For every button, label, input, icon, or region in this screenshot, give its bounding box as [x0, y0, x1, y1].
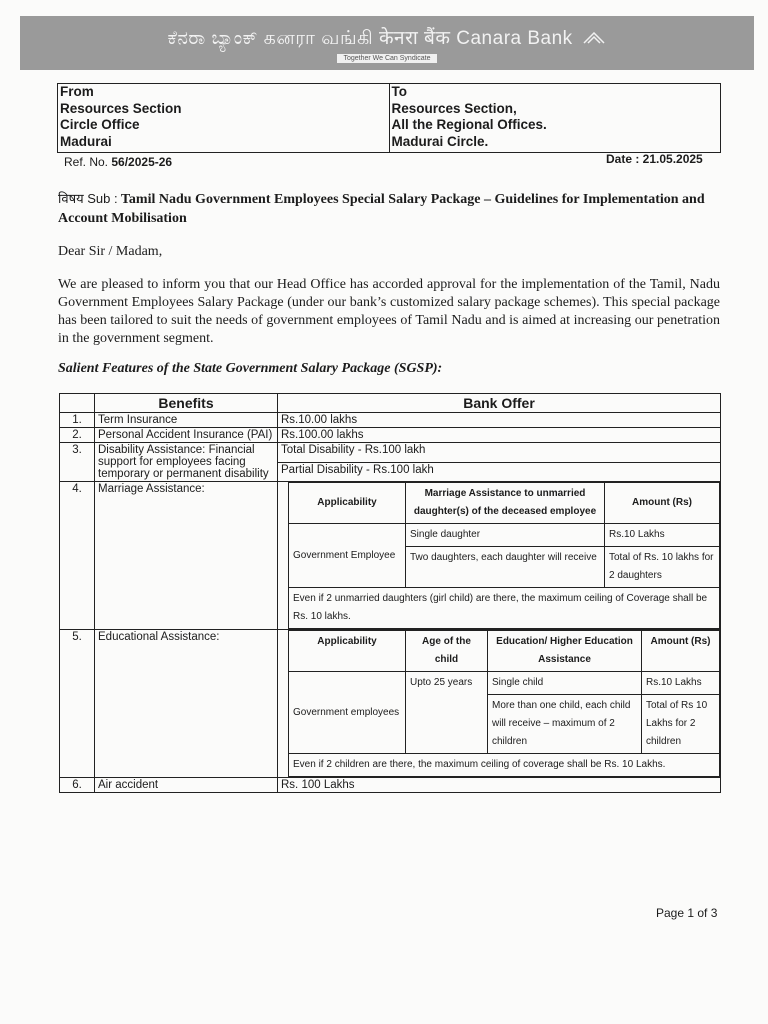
from-line: From [60, 84, 94, 99]
education-cell: Single child [488, 672, 642, 695]
bank-name-text: ಕೆನರಾ ಬ್ಯಾಂಕ್ கனரா வங்கி केनरा बैंक Canara Bank [167, 27, 573, 49]
inner-header-amount: Amount (Rs) [605, 483, 720, 524]
offer-cell: Rs.10.00 lakhs [278, 413, 721, 428]
bank-tagline: Together We Can Syndicate [337, 54, 436, 63]
inner-row [289, 754, 720, 777]
reference-number [64, 155, 172, 169]
address-block [57, 83, 721, 153]
row-number: 2. [60, 428, 95, 443]
note-cell: Even if 2 children are there, the maximum ceiling of coverage shall be Rs. 10 Lakhs. [289, 754, 720, 777]
educational-assistance-table [288, 630, 720, 777]
benefit-cell: Educational Assistance: [95, 630, 278, 778]
inner-header-amount: Amount (Rs) [642, 631, 720, 672]
benefit-cell: Marriage Assistance: [95, 482, 278, 630]
inner-header-row [289, 483, 720, 524]
page-number: Page 1 of 3 [656, 906, 718, 920]
header-num-cell [60, 394, 95, 413]
intro-paragraph: We are pleased to inform you that our Head Office has accorded approval for the implementation of the Tamil, Nadu Government Employees Salary Package (under our bank’s customized salary package schemes). This special package has been tailored to suit the needs of government employees of Tamil Nadu and is aimed at increasing our penetration in the government segment. [58, 277, 720, 346]
row-number: 4. [60, 482, 95, 630]
to-address [389, 84, 721, 152]
inner-header-row [289, 631, 720, 672]
applicability-cell: Government employees [289, 672, 406, 754]
inner-row [289, 588, 720, 629]
canara-logo-icon [582, 32, 606, 44]
applicability-cell: Government Employee [289, 524, 406, 588]
amount-cell: Total of Rs 10 Lakhs for 2 children [642, 695, 720, 754]
offer-cell [278, 630, 721, 778]
from-address [58, 84, 389, 152]
offer-cell: Rs. 100 Lakhs [278, 778, 721, 793]
description-cell: Two daughters, each daughter will receive [406, 547, 605, 588]
benefit-cell: Air accident [95, 778, 278, 793]
inner-header-education: Education/ Higher Education Assistance [488, 631, 642, 672]
offer-cell: Partial Disability - Rs.100 lakh [278, 462, 721, 482]
inner-row [289, 524, 720, 547]
letter-date: Date : 21.05.2025 [606, 152, 703, 166]
inner-header-applicability: Applicability [289, 631, 406, 672]
row-number: 5. [60, 630, 95, 778]
offer-cell [278, 482, 721, 630]
amount-cell: Total of Rs. 10 lakhs for 2 daughters [605, 547, 720, 588]
description-cell: Single daughter [406, 524, 605, 547]
to-line: To [391, 84, 407, 99]
from-line: Resources Section [60, 100, 182, 116]
inner-header-age: Age of the child [406, 631, 488, 672]
row-number: 3. [60, 443, 95, 482]
row-number: 6. [60, 778, 95, 793]
inner-row [289, 672, 720, 695]
header-benefits: Benefits [95, 394, 278, 413]
table-row [60, 443, 721, 463]
ref-value: 56/2025-26 [111, 155, 173, 169]
features-heading: Salient Features of the State Government Salary Package (SGSP): [58, 361, 443, 376]
benefit-cell: Personal Accident Insurance (PAI) [95, 428, 278, 443]
salutation: Dear Sir / Madam, [58, 244, 163, 259]
inner-header-applicability: Applicability [289, 483, 406, 524]
subject-prefix: विषय Sub : [58, 191, 118, 206]
benefit-cell: Disability Assistance: Financial support for employees facing temporary or permanent disability [95, 443, 278, 482]
inner-header-description: Marriage Assistance to unmarried daughter(s) of the deceased employee [406, 483, 605, 524]
offer-cell: Total Disability - Rs.100 lakh [278, 443, 721, 463]
to-line: Resources Section, [391, 100, 517, 116]
features-table [59, 393, 721, 793]
note-cell: Even if 2 unmarried daughters (girl child) are there, the maximum ceiling of Coverage shall be Rs. 10 lakhs. [289, 588, 720, 629]
table-row [60, 482, 721, 630]
amount-cell: Rs.10 Lakhs [605, 524, 720, 547]
subject-line [58, 189, 718, 228]
table-row [60, 413, 721, 428]
to-line: Madurai Circle. [391, 133, 489, 149]
offer-cell: Rs.100.00 lakhs [278, 428, 721, 443]
header-bank-offer: Bank Offer [278, 394, 721, 413]
benefit-cell: Term Insurance [95, 413, 278, 428]
education-cell: More than one child, each child will receive – maximum of 2 children [488, 695, 642, 754]
bank-letterhead-banner [20, 16, 754, 70]
to-line: All the Regional Offices. [391, 117, 547, 132]
from-line: Circle Office [60, 117, 140, 132]
ref-label: Ref. No. [64, 155, 109, 169]
table-row [60, 630, 721, 778]
subject-text: Tamil Nadu Government Employees Special Salary Package – Guidelines for Implementation and Account Mobilisation [58, 192, 705, 226]
row-number: 1. [60, 413, 95, 428]
amount-cell: Rs.10 Lakhs [642, 672, 720, 695]
table-row [60, 778, 721, 793]
marriage-assistance-table [288, 482, 720, 629]
bank-name [168, 24, 607, 52]
table-header-row [60, 394, 721, 413]
table-row [60, 428, 721, 443]
age-cell: Upto 25 years [406, 672, 488, 754]
from-line: Madurai [60, 133, 112, 149]
